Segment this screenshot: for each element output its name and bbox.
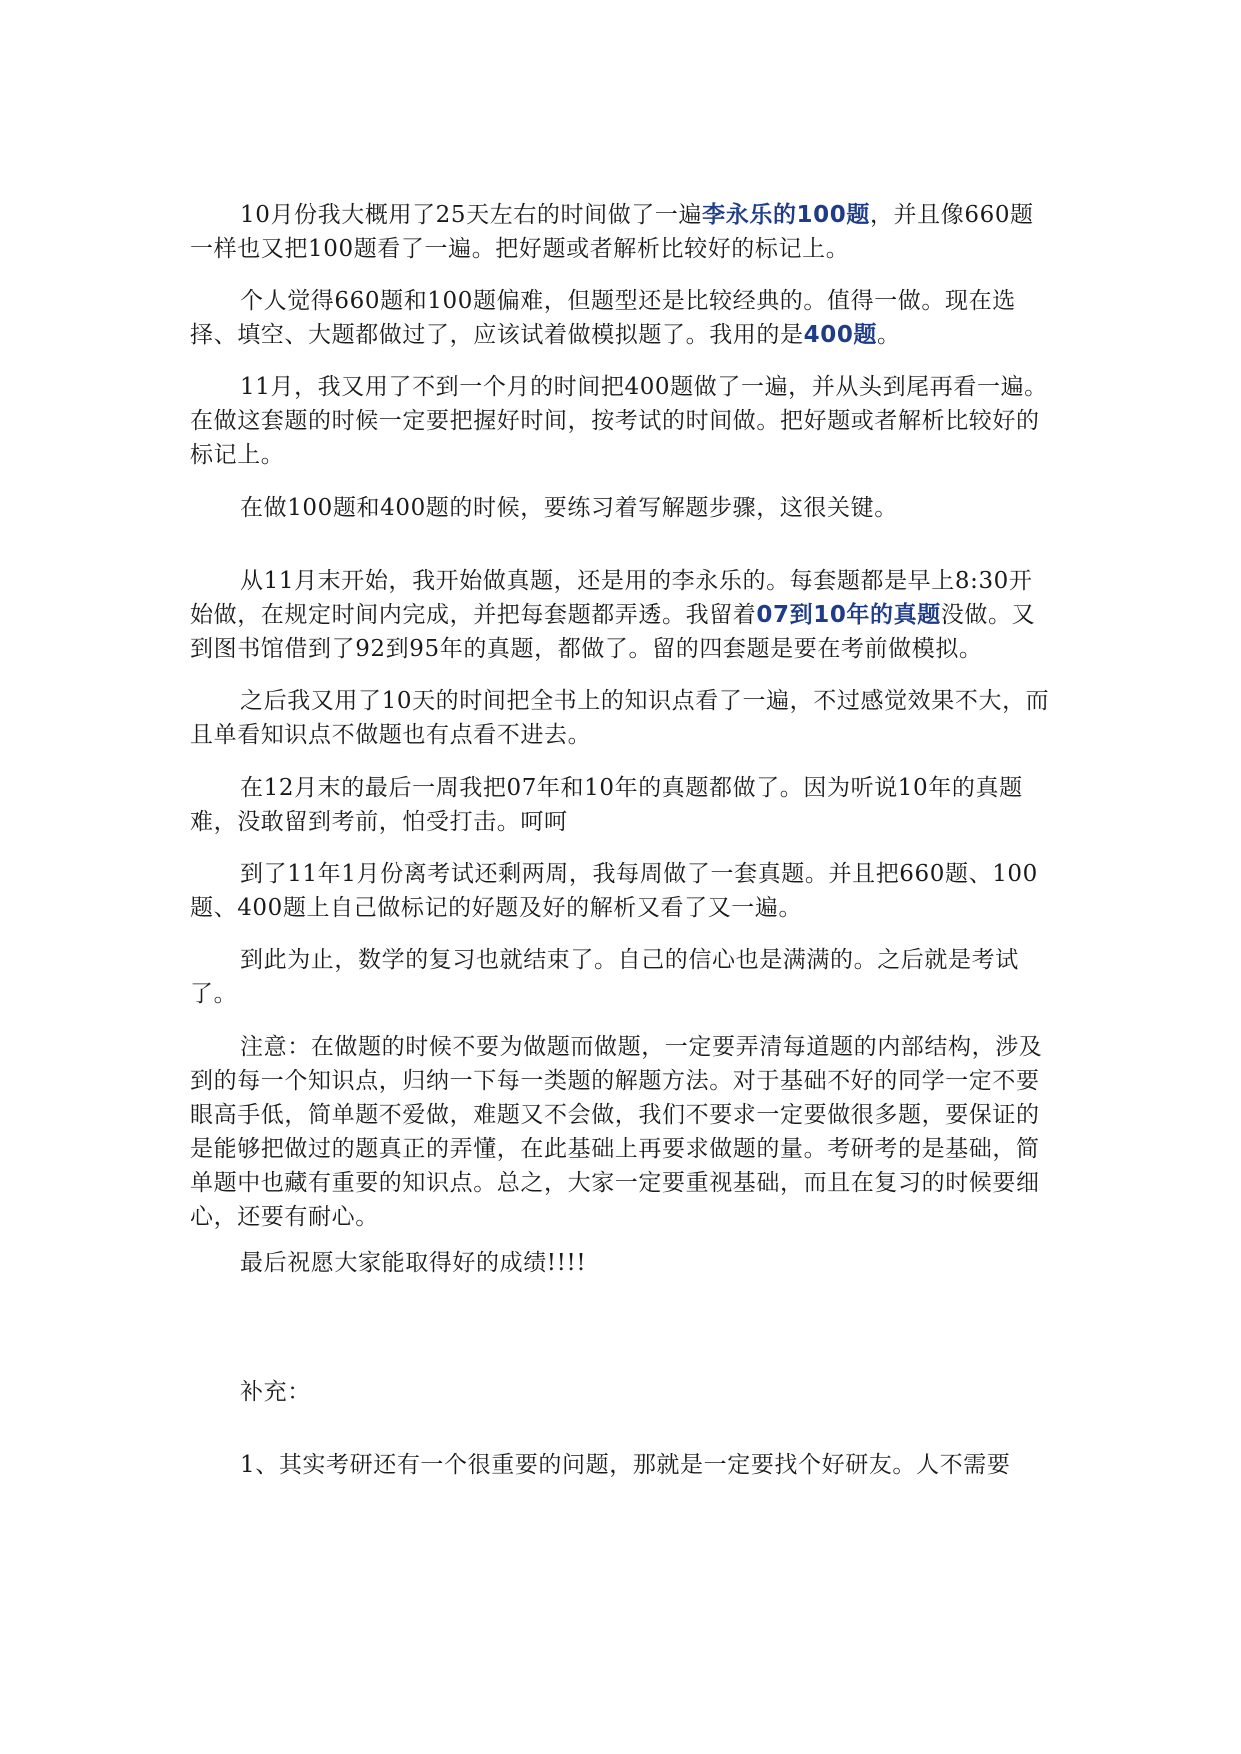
paragraph-january (190, 857, 1050, 925)
paragraph-text: 补充： (240, 1379, 311, 1405)
paragraph-supplement-1 (190, 1448, 1050, 1482)
paragraph-text: 1、其实考研还有一个很重要的问题，那就是一定要找个好研友。人不需要 (240, 1452, 1011, 1478)
paragraph-text: 10月份我大概用了25天左右的时间做了一遍 (240, 202, 703, 228)
paragraph-text: 个人觉得660题和100题偏难，但题型还是比较经典的。值得一做。现在选择、填空、大题都做过了，应该试着做模拟题了。我用的是 (190, 288, 1016, 348)
paragraph-text: 在做100题和400题的时候，要练习着写解题步骤，这很关键。 (240, 495, 898, 521)
paragraph-past-exams (190, 564, 1050, 666)
paragraph-review-end (190, 943, 1050, 1011)
paragraph-knowledge-review (190, 684, 1050, 752)
paragraph-text: 注意：在做题的时候不要为做题而做题，一定要弄清每道题的内部结构，涉及到的每一个知识点，归纳一下每一类题的解题方法。对于基础不好的同学一定不要眼高手低，简单题不爱做，难题又不会做，我们不要求一定要做很多题，要保证的是能够把做过的题真正的弄懂，在此基础上再要求做题的量。考研考的是基础，简单题中也藏有重要的知识点。总之，大家一定要重视基础，而且在复习的时候要细心，还要有耐心。 (190, 1034, 1043, 1230)
paragraph-100-questions (190, 198, 1050, 266)
paragraph-400-questions (190, 284, 1050, 352)
paragraph-text: 到了11年1月份离考试还剩两周，我每周做了一套真题。并且把660题、100题、400题上自己做标记的好题及好的解析又看了又一遍。 (190, 861, 1038, 921)
paragraph-best-wishes (190, 1246, 1050, 1280)
paragraph-text: 在12月末的最后一周我把07年和10年的真题都做了。因为听说10年的真题难，没敢留到考前，怕受打击。呵呵 (190, 775, 1023, 835)
paragraph-november (190, 370, 1050, 472)
paragraph-text: 从11月末开始，我开始做真题，还是用的李永乐的。每套题都是早上8:30开始做，在规定时间内完成，并把每套题都弄透。我留着 (190, 568, 1033, 628)
paragraph-text: 没做。又到图书馆借到了92到95年的真题，都做了。留的四套题是要在考前做模拟。 (190, 602, 1036, 662)
paragraph-text: ，并且像660题一样也又把100题看了一遍。把好题或者解析比较好的标记上。 (190, 202, 1034, 262)
highlight-text: 07到10年的真题 (756, 602, 941, 628)
paragraph-text: 。 (877, 322, 901, 348)
paragraph-text: 之后我又用了10天的时间把全书上的知识点看了一遍，不过感觉效果不大，而且单看知识点不做题也有点看不进去。 (190, 688, 1050, 748)
paragraph-solution-steps (190, 491, 1050, 525)
highlight-text: 李永乐的100题 (702, 202, 870, 228)
paragraph-note (190, 1030, 1050, 1234)
paragraph-text: 到此为止，数学的复习也就结束了。自己的信心也是满满的。之后就是考试了。 (190, 947, 1019, 1007)
paragraph-text: 11月，我又用了不到一个月的时间把400题做了一遍，并从头到尾再看一遍。在做这套题的时候一定要把握好时间，按考试的时间做。把好题或者解析比较好的标记上。 (190, 374, 1048, 468)
paragraph-supplement-heading (190, 1375, 1050, 1409)
paragraph-december (190, 771, 1050, 839)
highlight-text: 400题 (803, 322, 878, 348)
paragraph-text: 最后祝愿大家能取得好的成绩!!!! (240, 1250, 587, 1276)
